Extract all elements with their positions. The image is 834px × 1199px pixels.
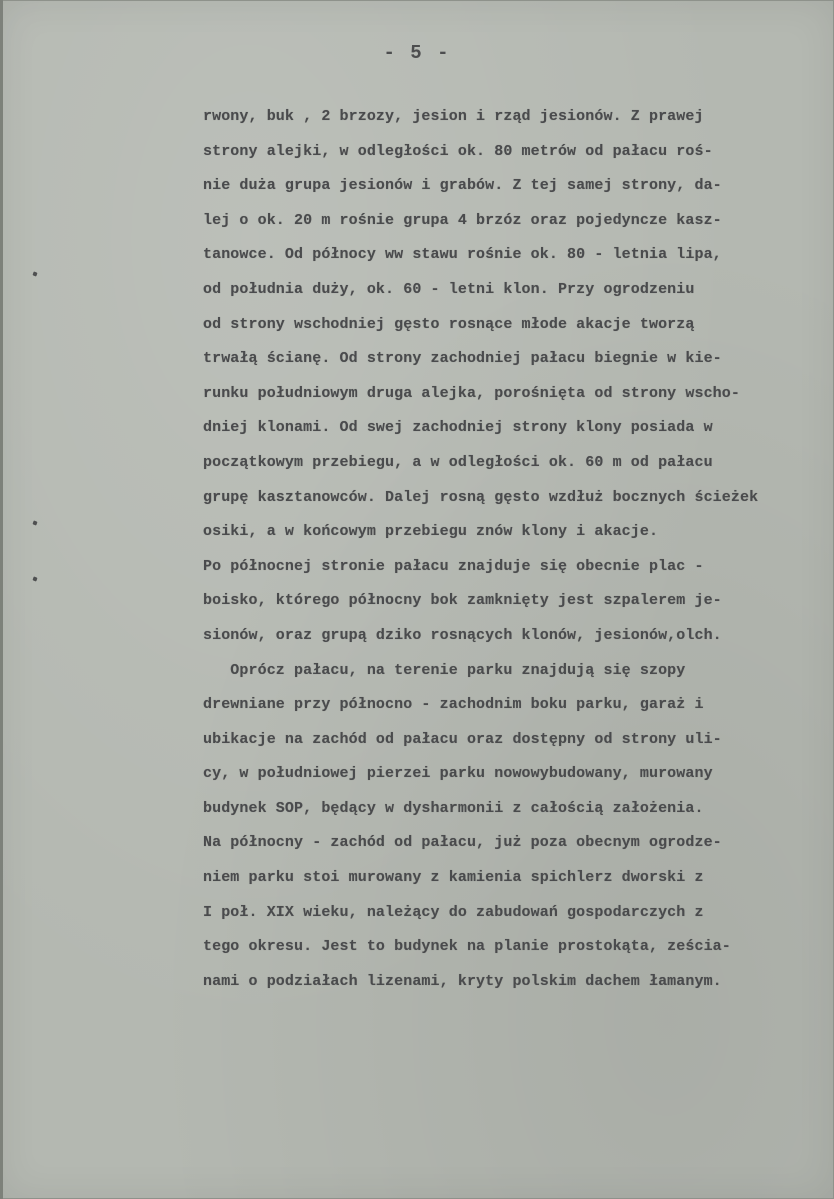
page-edge bbox=[0, 0, 3, 1199]
text-line: budynek SOP, będący w dysharmonii z całością założenia. bbox=[203, 799, 704, 817]
margin-mark bbox=[32, 520, 37, 525]
margin-mark bbox=[32, 576, 37, 581]
text-line: tego okresu. Jest to budynek na planie prostokąta, ześcia- bbox=[203, 938, 731, 956]
text-line: trwałą ścianę. Od strony zachodniej pałacu biegnie w kie- bbox=[203, 350, 722, 368]
text-line: Na północny - zachód od pałacu, już poza obecnym ogrodze- bbox=[203, 834, 722, 852]
text-line: od południa duży, ok. 60 - letni klon. Przy ogrodzeniu bbox=[203, 280, 695, 298]
page-number: - 5 - bbox=[383, 42, 451, 64]
text-line: drewniane przy północno - zachodnim boku parku, garaż i bbox=[203, 696, 704, 714]
text-line: dniej klonami. Od swej zachodniej strony klony posiada w bbox=[203, 419, 713, 437]
text-line: boisko, którego północny bok zamknięty jest szpalerem je- bbox=[203, 592, 722, 610]
text-line: strony alejki, w odległości ok. 80 metrów od pałacu roś- bbox=[203, 142, 713, 160]
text-line: cy, w południowej pierzei parku nowowybudowany, murowany bbox=[203, 765, 713, 783]
text-line: osiki, a w końcowym przebiegu znów klony i akacje. bbox=[203, 523, 659, 541]
text-line: Po północnej stronie pałacu znajduje się obecnie plac - bbox=[203, 557, 704, 575]
text-line: rwony, buk , 2 brzozy, jesion i rząd jesionów. Z prawej bbox=[203, 108, 704, 125]
text-line: Oprócz pałacu, na terenie parku znajdują się szopy bbox=[203, 661, 686, 679]
text-line: tanowce. Od północy ww stawu rośnie ok. 80 - letnia lipa, bbox=[203, 246, 722, 264]
text-line: I poł. XIX wieku, należący do zabudowań gospodarczych z bbox=[203, 903, 704, 921]
text-line: nami o podziałach lizenami, kryty polskim dachem łamanym. bbox=[203, 972, 722, 990]
text-line: od strony wschodniej gęsto rosnące młode akacje tworzą bbox=[203, 315, 695, 333]
text-line: grupę kasztanowców. Dalej rosną gęsto wzdłuż bocznych ścieżek bbox=[203, 488, 759, 506]
text-line: nie duża grupa jesionów i grabów. Z tej samej strony, da- bbox=[203, 177, 722, 195]
text-line: początkowym przebiegu, a w odległości ok. 60 m od pałacu bbox=[203, 453, 713, 471]
typed-text-body bbox=[203, 100, 827, 999]
text-line: runku południowym druga alejka, porośnięta od strony wscho- bbox=[203, 384, 740, 402]
text-line: lej o ok. 20 m rośnie grupa 4 brzóz oraz pojedyncze kasz- bbox=[203, 211, 722, 229]
text-line: sionów, oraz grupą dziko rosnących klonów, jesionów,olch. bbox=[203, 626, 722, 644]
margin-mark bbox=[32, 271, 37, 276]
text-line: niem parku stoi murowany z kamienia spichlerz dworski z bbox=[203, 869, 704, 887]
text-line: ubikacje na zachód od pałacu oraz dostępny od strony uli- bbox=[203, 730, 722, 748]
